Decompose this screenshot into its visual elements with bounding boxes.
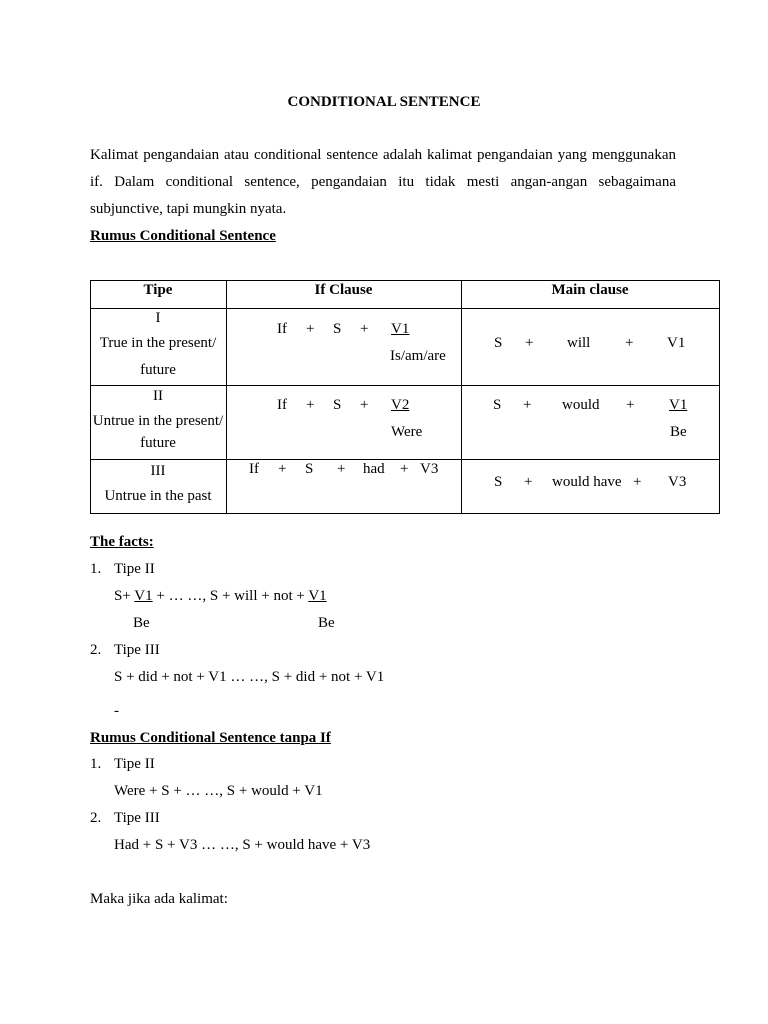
- row3-if-if: If: [249, 461, 259, 477]
- row1-if-alt: Is/am/are: [390, 348, 446, 364]
- conditional-table: [90, 280, 720, 514]
- row1-main-s: S: [494, 335, 503, 351]
- facts-item1-be-left: Be: [133, 615, 150, 631]
- row1-tipe-desc2: future: [140, 362, 176, 378]
- row2-main-plus2: +: [626, 397, 635, 413]
- rumus-heading: Rumus Conditional Sentence: [90, 228, 276, 244]
- row2-main-plus1: +: [523, 397, 532, 413]
- row3-tipe-num: III: [150, 463, 166, 479]
- row3-if-plus1: +: [278, 461, 287, 477]
- row3-if-plus3: +: [400, 461, 409, 477]
- tanpa-if-item1-label: Tipe II: [114, 756, 155, 772]
- row2-if-verb: V2: [391, 397, 410, 413]
- row1-tipe-desc1: True in the present/: [99, 335, 217, 351]
- row1-tipe-num: I: [155, 310, 161, 326]
- row2-main-alt: Be: [670, 424, 687, 440]
- intro-line-3: subjunctive, tapi mungkin nyata.: [90, 201, 287, 217]
- facts-item2-formula: S + did + not + V1 … …, S + did + not + V1: [114, 669, 385, 685]
- row1-if-s: S: [333, 321, 342, 337]
- row2-main-s: S: [493, 397, 502, 413]
- row3-main-plus1: +: [524, 474, 533, 490]
- facts-item1-a: S+: [114, 588, 131, 604]
- row3-main-plus2: +: [633, 474, 642, 490]
- row2-tipe-num: II: [153, 388, 163, 404]
- tanpa-if-item2-num: 2.: [90, 810, 102, 826]
- row3-if-plus2: +: [337, 461, 346, 477]
- row2-tipe-desc1: Untrue in the present/: [92, 413, 224, 429]
- row3-main-verb: V3: [668, 474, 687, 490]
- row1-main-verb: V1: [667, 335, 686, 351]
- table-border-bottom: [90, 513, 720, 514]
- table-row-divider-2: [90, 459, 720, 460]
- table-border-right: [719, 280, 720, 514]
- closing-line: Maka jika ada kalimat:: [90, 891, 228, 907]
- tanpa-if-item2-formula: Had + S + V3 … …, S + would have + V3: [114, 837, 371, 853]
- facts-item2-label: Tipe III: [114, 642, 160, 658]
- table-row-divider-1: [90, 385, 720, 386]
- facts-heading: The facts:: [90, 534, 154, 550]
- row3-main-s: S: [494, 474, 503, 490]
- facts-dash: -: [114, 703, 119, 719]
- table-col-divider-1: [226, 280, 227, 514]
- row3-if-verb: V3: [420, 461, 439, 477]
- table-col-divider-2: [461, 280, 462, 514]
- row1-if-plus2: +: [360, 321, 369, 337]
- facts-item1-b: V1: [134, 588, 153, 604]
- row2-main-verb: V1: [669, 397, 688, 413]
- facts-item1-c: + … …, S + will + not +: [156, 588, 305, 604]
- table-header-divider: [90, 308, 720, 309]
- facts-item1-be-right: Be: [318, 615, 335, 631]
- row3-if-s: S: [305, 461, 314, 477]
- row2-main-aux: would: [562, 397, 600, 413]
- header-tipe: Tipe: [143, 282, 173, 298]
- row2-if-plus2: +: [360, 397, 369, 413]
- row1-main-plus2: +: [625, 335, 634, 351]
- header-main-clause: Main clause: [551, 282, 629, 298]
- facts-item1-label: Tipe II: [114, 561, 155, 577]
- table-border-top: [90, 280, 720, 281]
- row1-if-plus1: +: [306, 321, 315, 337]
- row1-if-verb: V1: [391, 321, 410, 337]
- row2-if-if: If: [277, 397, 287, 413]
- intro-line-2: if. Dalam conditional sentence, pengandaian itu tidak mesti angan-angan sebagaimana: [90, 174, 676, 190]
- row2-tipe-desc2: future: [140, 435, 176, 451]
- row3-tipe-desc1: Untrue in the past: [104, 488, 212, 504]
- row1-main-plus1: +: [525, 335, 534, 351]
- facts-item1-d: V1: [308, 588, 327, 604]
- row3-main-aux: would have: [552, 474, 622, 490]
- tanpa-if-item1-formula: Were + S + … …, S + would + V1: [114, 783, 323, 799]
- facts-item1-num: 1.: [90, 561, 102, 577]
- row2-if-alt: Were: [391, 424, 423, 440]
- header-if-clause: If Clause: [314, 282, 373, 298]
- tanpa-if-heading: Rumus Conditional Sentence tanpa If: [90, 730, 331, 746]
- facts-item2-num: 2.: [90, 642, 102, 658]
- row1-main-aux: will: [567, 335, 591, 351]
- row2-if-s: S: [333, 397, 342, 413]
- row1-if-if: If: [277, 321, 287, 337]
- tanpa-if-item2-label: Tipe III: [114, 810, 160, 826]
- facts-item1-formula: [114, 588, 327, 605]
- row3-if-aux: had: [363, 461, 385, 477]
- document-title: CONDITIONAL SENTENCE: [287, 94, 481, 110]
- tanpa-if-item1-num: 1.: [90, 756, 102, 772]
- row2-if-plus1: +: [306, 397, 315, 413]
- intro-line-1: Kalimat pengandaian atau conditional sentence adalah kalimat pengandaian yang menggunakan: [90, 147, 676, 163]
